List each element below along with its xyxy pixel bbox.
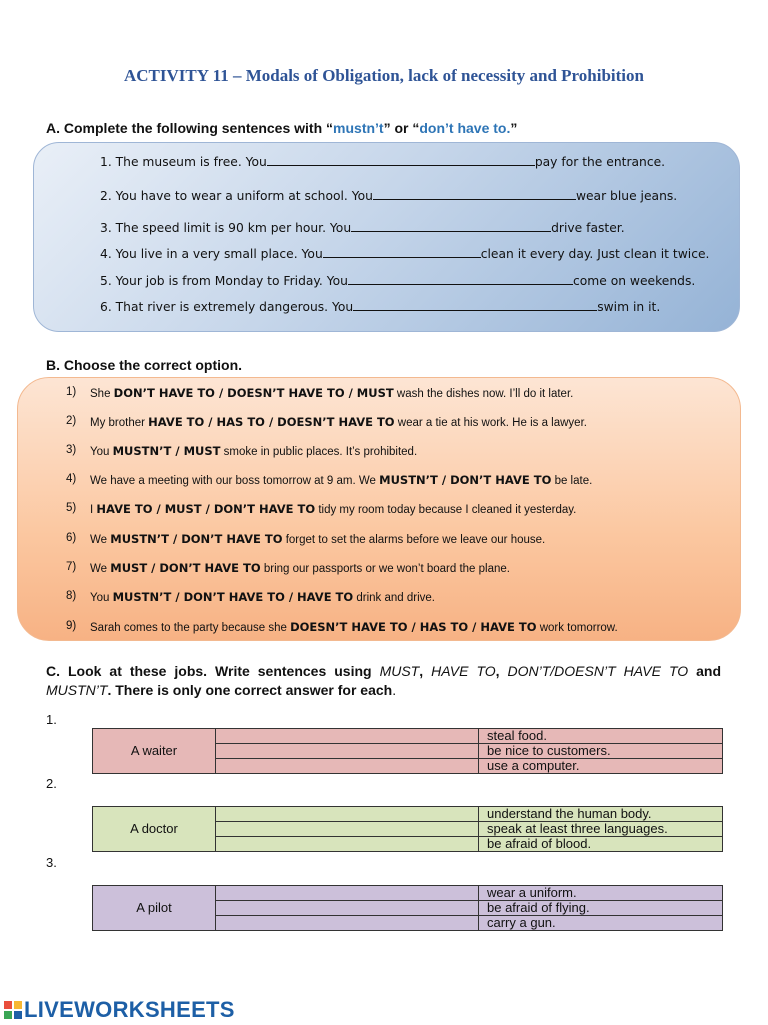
answer-blank-a6[interactable]	[353, 298, 597, 311]
answer-blank-a2[interactable]	[373, 187, 576, 200]
option-choices[interactable]: DOESN’T HAVE TO / HAS TO / HAVE TO	[290, 620, 537, 634]
question-b6: We MUSTN’T / DON’T HAVE TO forget to set the alarms before we leave our house.	[90, 532, 546, 546]
item-number: 8)	[66, 590, 77, 602]
item-number: 1)	[66, 386, 77, 398]
question-b4: We have a meeting with our boss tomorrow at 9 am. We MUSTN’T / DON’T HAVE TO be late.	[90, 473, 593, 487]
phrase-cell: understand the human body.	[479, 807, 723, 822]
logo-text: LIVEWORKSHEETS	[24, 997, 235, 1022]
item-number: 4)	[66, 473, 77, 485]
answer-cell[interactable]	[216, 886, 479, 901]
job-label: A pilot	[93, 886, 216, 931]
sentence-a6: 6. That river is extremely dangerous. You swim in it.	[100, 300, 661, 314]
job-number: 3.	[46, 855, 57, 870]
answer-blank-a1[interactable]	[267, 153, 535, 166]
answer-cell[interactable]	[216, 729, 479, 744]
option-choices[interactable]: HAVE TO / MUST / DON’T HAVE TO	[96, 502, 316, 516]
option-choices[interactable]: MUSTN’T / DON’T HAVE TO	[110, 532, 283, 546]
answer-blank-a3[interactable]	[351, 219, 551, 232]
sentence-a2: 2. You have to wear a uniform at school. You wear blue jeans.	[100, 189, 678, 203]
answer-blank-a5[interactable]	[348, 272, 573, 285]
item-number: 6)	[66, 532, 77, 544]
answer-cell[interactable]	[216, 822, 479, 837]
section-c-heading: C. Look at these jobs. Write sentences using MUST, HAVE TO, DON’T/DOESN’T HAVE TO and MUSTN’T. There is only one correct answer for each.	[46, 663, 722, 698]
job-table-waiter	[92, 728, 723, 774]
job-table-doctor	[92, 806, 723, 852]
sentence-a1: 1. The museum is free. You pay for the entrance.	[100, 155, 666, 169]
option-mustnt: mustn’t	[333, 120, 384, 136]
job-label: A waiter	[93, 729, 216, 774]
question-b1: She DON’T HAVE TO / DOESN’T HAVE TO / MUST wash the dishes now. I’ll do it later.	[90, 386, 574, 400]
question-b2: My brother HAVE TO / HAS TO / DOESN’T HAVE TO wear a tie at his work. He is a lawyer.	[90, 415, 587, 429]
section-a-heading: A. Complete the following sentences with “mustn’t” or “don’t have to.”	[46, 120, 518, 136]
phrase-cell: use a computer.	[479, 759, 723, 774]
item-number: 9)	[66, 620, 77, 632]
question-b8: You MUSTN’T / DON’T HAVE TO / HAVE TO drink and drive.	[90, 590, 436, 604]
page-title: ACTIVITY 11 – Modals of Obligation, lack of necessity and Prohibition	[124, 66, 644, 85]
phrase-cell: wear a uniform.	[479, 886, 723, 901]
item-number: 2)	[66, 415, 77, 427]
option-dont-have-to: don’t have to.	[419, 120, 511, 136]
phrase-cell: steal food.	[479, 729, 723, 744]
phrase-cell: carry a gun.	[479, 916, 723, 931]
item-number: 3)	[66, 444, 77, 456]
section-b-heading: B. Choose the correct option.	[46, 357, 243, 373]
answer-cell[interactable]	[216, 901, 479, 916]
job-table-pilot	[92, 885, 723, 931]
option-choices[interactable]: MUSTN’T / DON’T HAVE TO	[379, 473, 552, 487]
answer-cell[interactable]	[216, 916, 479, 931]
sentence-a4: 4. You live in a very small place. You clean it every day. Just clean it twice.	[100, 247, 710, 261]
job-number: 1.	[46, 712, 57, 727]
job-number: 2.	[46, 776, 57, 791]
answer-cell[interactable]	[216, 759, 479, 774]
item-number: 5)	[66, 502, 77, 514]
phrase-cell: be afraid of flying.	[479, 901, 723, 916]
question-b3: You MUSTN’T / MUST smoke in public places. It’s prohibited.	[90, 444, 418, 458]
option-choices[interactable]: DON’T HAVE TO / DOESN’T HAVE TO / MUST	[113, 386, 394, 400]
option-choices[interactable]: HAVE TO / HAS TO / DOESN’T HAVE TO	[148, 415, 395, 429]
answer-cell[interactable]	[216, 837, 479, 852]
question-b5: I HAVE TO / MUST / DON’T HAVE TO tidy my room today because I cleaned it yesterday.	[90, 502, 577, 516]
option-choices[interactable]: MUST / DON’T HAVE TO	[110, 561, 261, 575]
sentence-a3: 3. The speed limit is 90 km per hour. You drive faster.	[100, 221, 625, 235]
job-label: A doctor	[93, 807, 216, 852]
item-number: 7)	[66, 561, 77, 573]
answer-cell[interactable]	[216, 807, 479, 822]
answer-blank-a4[interactable]	[323, 245, 481, 258]
logo-icon	[4, 999, 22, 1017]
phrase-cell: speak at least three languages.	[479, 822, 723, 837]
question-b7: We MUST / DON’T HAVE TO bring our passports or we won’t board the plane.	[90, 561, 510, 575]
sentence-a5: 5. Your job is from Monday to Friday. You come on weekends.	[100, 274, 696, 288]
option-choices[interactable]: MUSTN’T / DON’T HAVE TO / HAVE TO	[112, 590, 354, 604]
option-choices[interactable]: MUSTN’T / MUST	[112, 444, 221, 458]
liveworksheets-logo[interactable]	[4, 997, 235, 1023]
question-b9: Sarah comes to the party because she DOESN’T HAVE TO / HAS TO / HAVE TO work tomorrow.	[90, 620, 618, 634]
phrase-cell: be afraid of blood.	[479, 837, 723, 852]
answer-cell[interactable]	[216, 744, 479, 759]
phrase-cell: be nice to customers.	[479, 744, 723, 759]
